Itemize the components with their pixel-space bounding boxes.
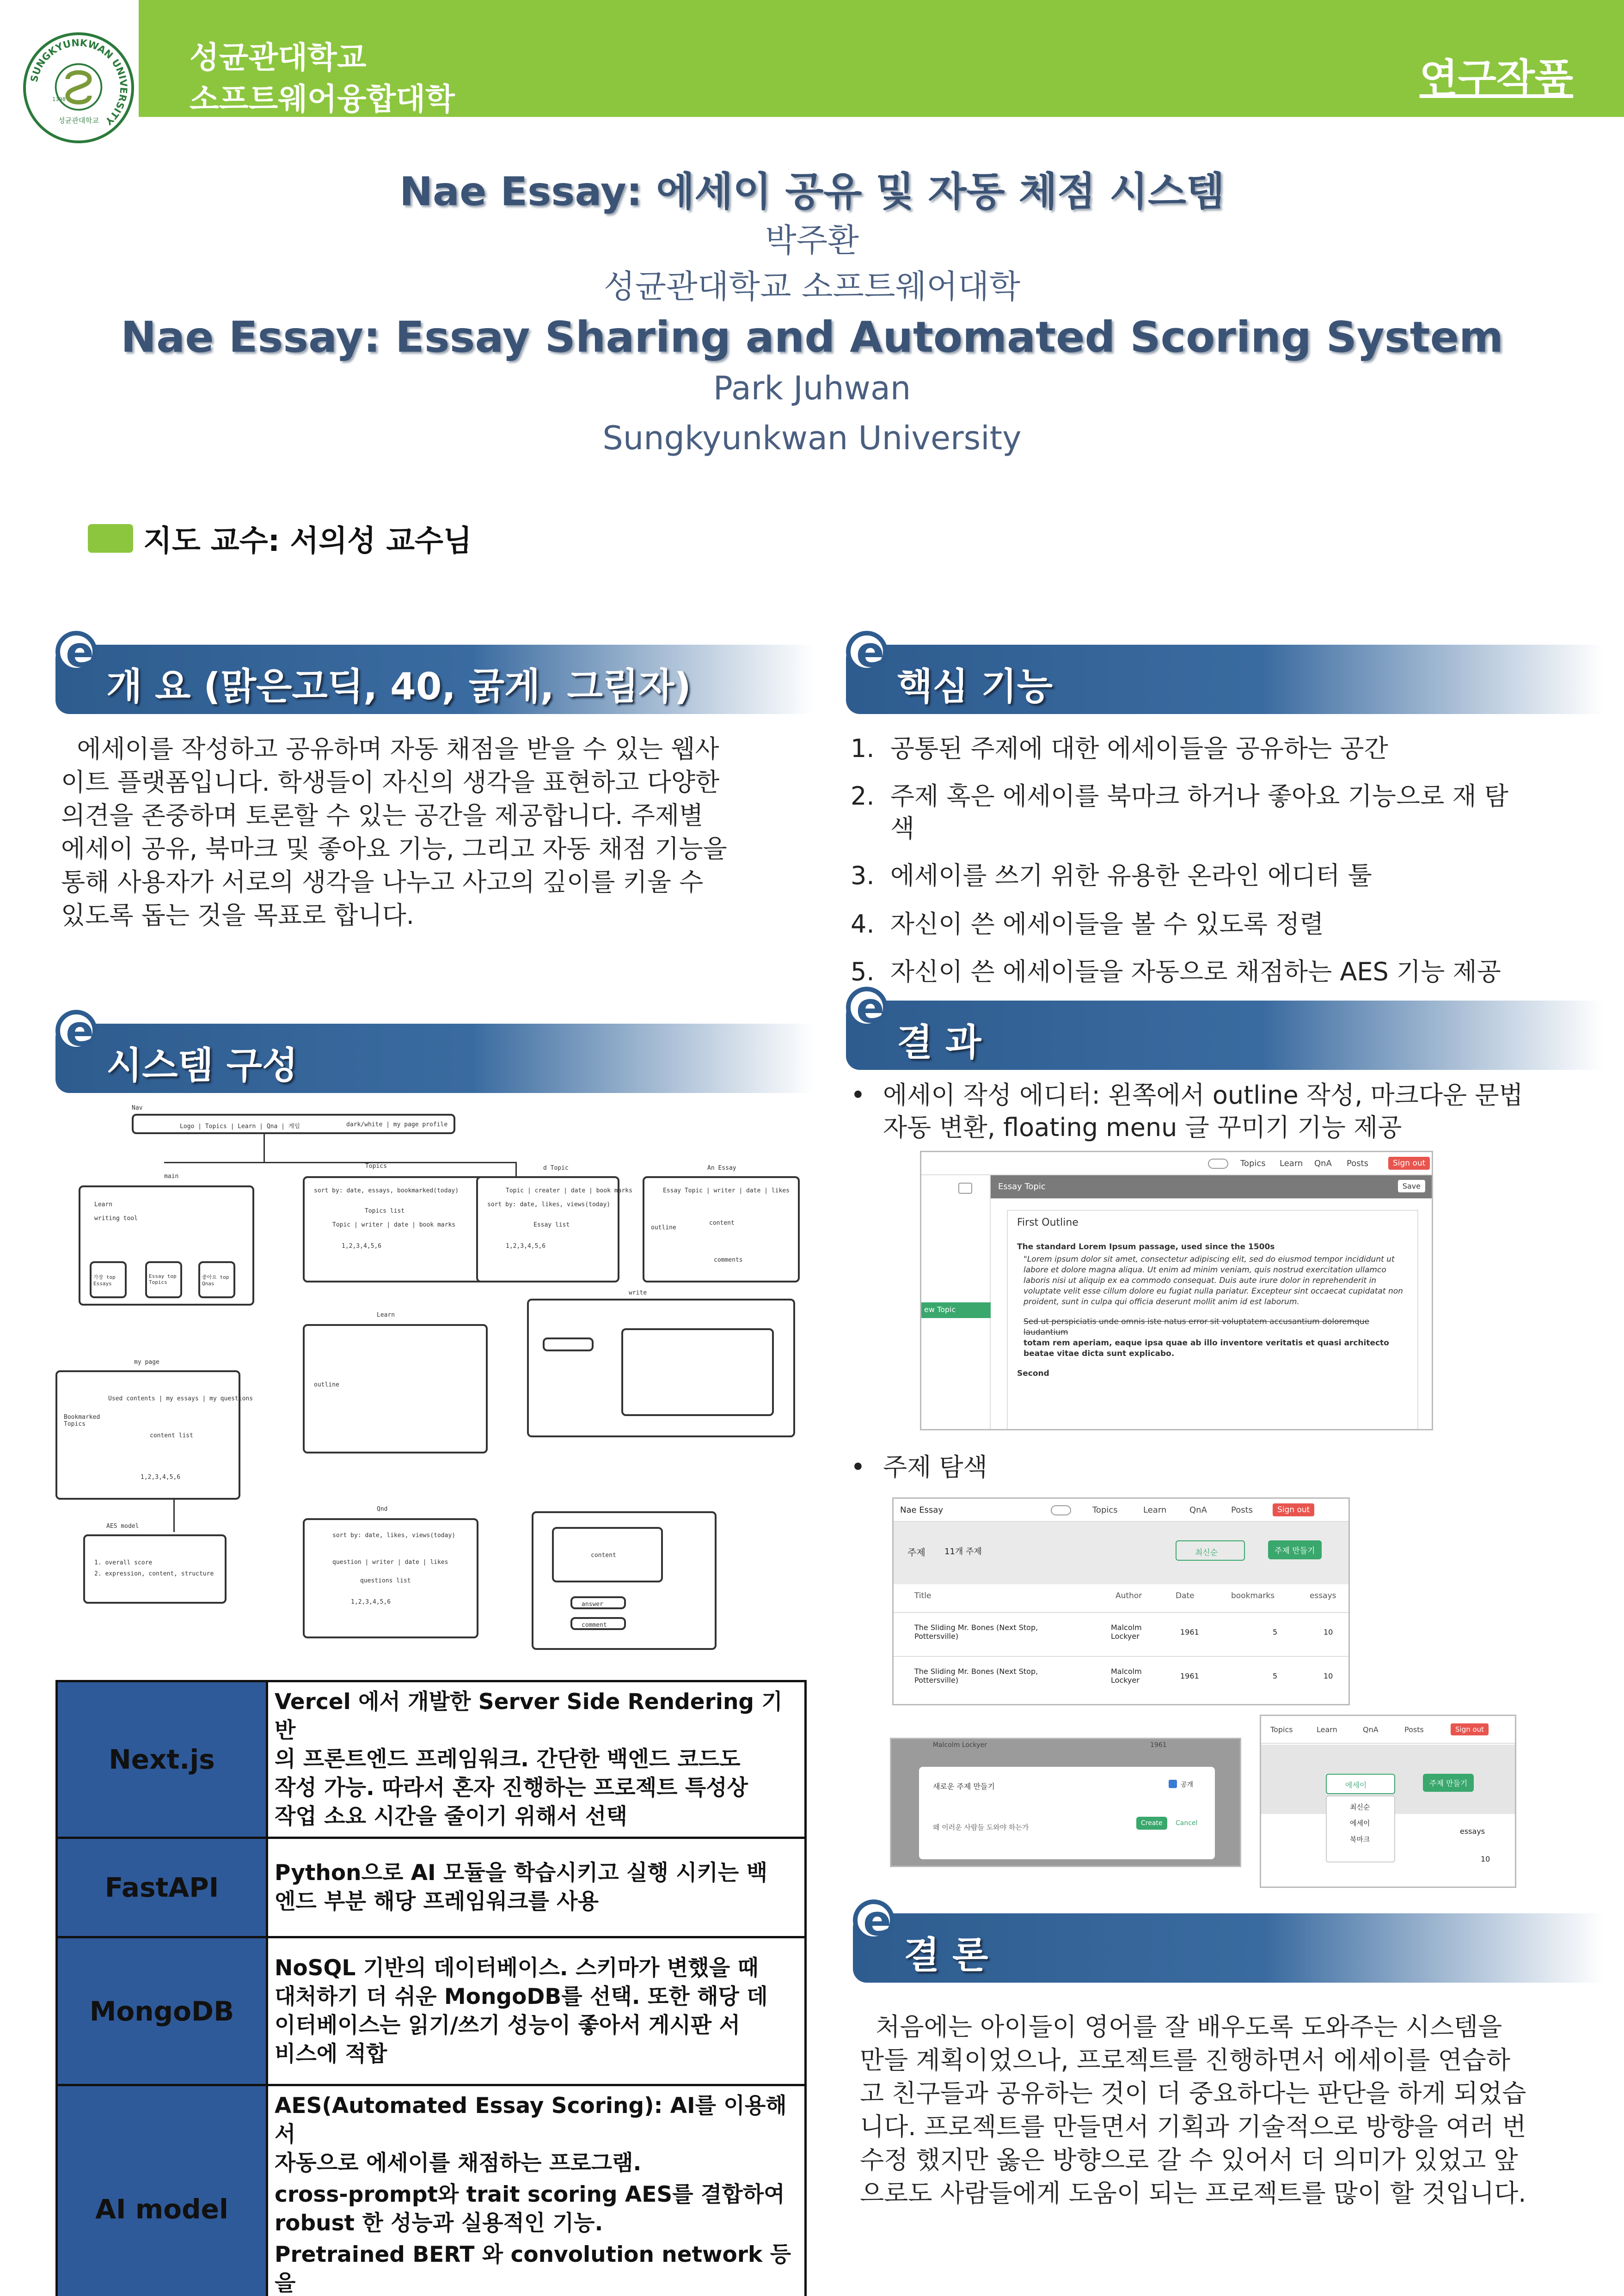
modal-bg-author: Malcolm Lockyer <box>933 1741 987 1749</box>
feature-item-5: 5. 자신이 쓴 에세이들을 자동으로 채점하는 AES 기능 제공 <box>851 957 1501 986</box>
wf-aes-l2: 2. expression, content, structure <box>94 1570 214 1577</box>
wf-learn-label: Learn <box>377 1312 395 1319</box>
wf-questions: questions list <box>360 1577 411 1584</box>
desc-line: 비스에 적합 <box>275 2041 387 2067</box>
theme-toggle[interactable] <box>1208 1159 1228 1169</box>
create-topic-button[interactable]: 주제 만들기 <box>1423 1774 1474 1792</box>
section-title-system: 시스템 구성 <box>106 1044 298 1087</box>
wf-topics-list: Topics list <box>365 1208 405 1215</box>
desc-line: 이터베이스는 읽기/쓰기 성능이 좋아서 게시판 서 <box>275 2012 741 2038</box>
desc-line: 자동으로 에세이를 채점하는 프로그램. <box>275 2150 642 2176</box>
modal-create-button[interactable]: Create <box>1136 1817 1167 1830</box>
result-bullet-1 <box>883 1079 1523 1144</box>
nav-topics[interactable]: Topics <box>1240 1159 1266 1168</box>
wf-main-box <box>79 1185 254 1306</box>
table-row[interactable] <box>894 1612 1348 1654</box>
wf-nav-items: Logo | Topics | Learn | Qna | 게임 <box>180 1123 300 1130</box>
stack-desc <box>267 2085 806 2296</box>
wf-comments: comments <box>714 1257 743 1264</box>
system-wireframe-diagram <box>51 1105 809 1655</box>
modal-cancel-button[interactable]: Cancel <box>1176 1820 1198 1827</box>
table-row <box>57 1838 806 1937</box>
editor-topic-bar <box>991 1175 1433 1198</box>
create-topic-modal <box>919 1767 1215 1859</box>
overview-line: 통해 사용자가 서로의 생각을 나누고 사고의 깊이를 키울 수 <box>61 867 704 897</box>
desc-line: 작업 소요 시간을 줄이기 위해서 선택 <box>275 1804 627 1829</box>
desc-line: Vercel 에서 개발한 Server Side Rendering 기반 <box>275 1689 783 1743</box>
col-date[interactable]: Date <box>1176 1591 1195 1600</box>
cell-date: 1961 <box>1180 1628 1199 1637</box>
desc-line: Python으로 AI 모듈을 학습시키고 실행 시키는 백 <box>275 1860 768 1886</box>
research-tag: 연구작품 <box>1419 55 1573 102</box>
wf-card <box>90 1261 127 1298</box>
topic-count: 11개 주제 <box>944 1547 982 1557</box>
overview-line: 있도록 돕는 것을 목표로 합니다. <box>61 901 414 930</box>
create-topic-button[interactable]: 주제 만들기 <box>1268 1540 1322 1559</box>
affiliation-korean: 성균관대학교 소프트웨어대학 <box>603 268 1021 305</box>
svg-text:1398: 1398 <box>52 96 66 103</box>
conclusion-line: 처음에는 아이들이 영어를 잘 배우도록 도와주는 시스템을 <box>860 2012 1502 2041</box>
wf-paging: 1,2,3,4,5,6 <box>342 1243 382 1250</box>
content-strike: Sed ut perspiciatis unde omnis iste natus error sit voluptatem accusantium doloremque laudantium <box>1023 1317 1370 1337</box>
wf-answer <box>570 1596 626 1609</box>
section-header-overview <box>55 628 814 714</box>
desc-line: 엔드 부분 해당 프레임워크를 사용 <box>275 1889 599 1914</box>
author-korean: 박주환 <box>765 221 859 259</box>
cell-bookmarks: 5 <box>1273 1628 1278 1637</box>
wf-q-content <box>552 1527 663 1582</box>
univ-line2: 소프트웨어융합대학 <box>190 81 455 117</box>
nav-learn[interactable]: Learn <box>1317 1725 1337 1734</box>
section-title-overview: 개 요 (맑은고딕, 40, 굵게, 그림자) <box>106 665 691 708</box>
wf-anessay-row: Essay Topic | writer | date | likes <box>663 1187 790 1194</box>
wf-qnd-box <box>303 1518 478 1638</box>
sort-select[interactable]: 에세이 <box>1326 1774 1395 1794</box>
wf-dtopic-sort: sort by: date, likes, views(today) <box>487 1201 611 1208</box>
wf-main-label: main <box>164 1173 179 1180</box>
brand-logo[interactable]: Nae Essay <box>900 1505 944 1515</box>
wf-essay-list: Essay list <box>533 1221 570 1228</box>
conclusion-line: 니다. 프로젝트를 만들면서 기획과 기술적으로 방향을 여러 번 <box>860 2112 1526 2141</box>
wf-write-field <box>543 1337 594 1351</box>
wf-card-label: Essay top Topics <box>149 1273 177 1285</box>
e-icon: e <box>55 1010 97 1051</box>
stack-desc <box>267 1681 806 1838</box>
wf-anessay-label: An Essay <box>707 1165 736 1172</box>
content-heading: The standard Lorem Ipsum passage, used since the 1500s <box>1017 1242 1275 1252</box>
modal-title: 새로운 주제 만들기 <box>933 1782 995 1791</box>
feature-item-2: 2. 주제 혹은 에세이를 북마크 하거나 좋아요 기능으로 재 탐 <box>851 782 1508 811</box>
col-essays[interactable]: essays <box>1460 1827 1485 1836</box>
e-icon: e <box>846 987 888 1028</box>
wf-qnd-row: question | writer | date | likes <box>332 1559 448 1566</box>
wf-paging: 1,2,3,4,5,6 <box>506 1243 546 1250</box>
cell-author: Malcolm Lockyer <box>1111 1667 1142 1685</box>
wf-anessay-box <box>643 1176 800 1282</box>
overview-line: 에세이 공유, 북마크 및 좋아요 기능, 그리고 자동 채점 기능을 <box>61 834 727 863</box>
nav-learn[interactable]: Learn <box>1280 1159 1303 1168</box>
content-body: "Lorem ipsum dolor sit amet, consectetur adipiscing elit, sed do eiusmod tempor incididunt ut labore et dolore magna aliqua. Ut enim ad minim veniam, quis nostrud exercitation ullamco laboris nisi ut aliquip ex ea commodo consequat. Duis aute irure dolor in reprehenderit in voluptate velit esse cillum dolore eu fugiat nulla pariatur. Excepteur sint occaecat cupidatat non proident, sunt in culpa qui officia deserunt mollit anim id est laborum. <box>1023 1255 1403 1307</box>
editor-screenshot <box>920 1151 1433 1430</box>
wf-aes-box <box>83 1534 227 1604</box>
desc-line: robust 한 성능과 실용적인 기능. <box>275 2211 603 2236</box>
cell-bookmarks: 5 <box>1273 1672 1278 1680</box>
result-bullet-1-line: 자동 변환, floating menu 글 꾸미기 기능 제공 <box>883 1113 1402 1142</box>
affiliation-english: Sungkyunkwan University <box>602 419 1022 457</box>
overview-text <box>61 733 810 932</box>
desc-line: 의 프론트엔드 프레임워크. 간단한 백엔드 코드도 <box>275 1746 741 1772</box>
desc-line: 대처하기 더 쉬운 MongoDB를 선택. 또한 해당 데 <box>275 1984 768 2009</box>
wf-nav-label: Nav <box>132 1105 143 1111</box>
author-english: Park Juhwan <box>713 369 911 407</box>
wf-mypage-row: Used contents | my essays | my questions <box>108 1395 253 1402</box>
table-row[interactable] <box>894 1656 1348 1698</box>
feature-item-4: 4. 자신이 쓴 에세이들을 볼 수 있도록 정렬 <box>851 910 1324 939</box>
conclusion-text <box>860 2010 1609 2210</box>
modal-bg-year: 1961 <box>1150 1741 1167 1749</box>
outline-heading: First Outline <box>1017 1217 1079 1228</box>
wf-learn-box <box>303 1324 488 1453</box>
title-korean: Nae Essay: 에세이 공유 및 자동 체점 시스템 <box>399 169 1225 215</box>
sort-navbar <box>1261 1716 1515 1744</box>
sort-option-selected[interactable]: 에세이 <box>1350 1819 1370 1827</box>
cell-essays: 10 <box>1481 1855 1490 1863</box>
col-essays[interactable]: essays <box>1310 1591 1336 1600</box>
wf-bookmarked: Bookmarked Topics <box>64 1414 100 1428</box>
table-row <box>57 1681 806 1838</box>
tech-stack-table <box>55 1680 807 2296</box>
college-name <box>190 37 455 120</box>
feature-item-3: 3. 에세이를 쓰기 위한 유용한 온라인 에디터 툴 <box>851 861 1372 890</box>
essay-topic-input[interactable]: Essay Topic <box>998 1182 1046 1191</box>
wf-topics-label: Topics <box>365 1163 387 1170</box>
desc-line: cross-prompt와 trait scoring AES를 결합하여 <box>275 2182 785 2207</box>
bullet-symbol: • <box>851 1081 865 1110</box>
wf-question-detail-box <box>532 1511 717 1650</box>
stack-name: MongoDB <box>57 1937 267 2085</box>
section-title-conclusion: 결 론 <box>904 1934 988 1977</box>
wf-qnd-label: Qnd <box>377 1506 388 1513</box>
cell-essays: 10 <box>1324 1628 1333 1637</box>
wf-card <box>145 1261 182 1298</box>
wf-content-list: content list <box>150 1432 193 1439</box>
section-title-results: 결 과 <box>897 1021 981 1064</box>
col-title[interactable]: Title <box>914 1591 932 1600</box>
topic-heading: 주제 <box>907 1547 925 1558</box>
conclusion-line: 고 친구들과 공유하는 것이 더 중요하다는 판단을 하게 되었습 <box>860 2079 1526 2108</box>
cell-title: The Sliding Mr. Bones (Next Stop, Pottersville) <box>914 1623 1038 1641</box>
overview-line: 이트 플랫폼입니다. 학생들이 자신의 생각을 표현하고 다양한 <box>61 768 720 797</box>
topic-navbar <box>894 1499 1348 1522</box>
svg-text:SUNGKYUNKWAN UNIVERSITY: SUNGKYUNKWAN UNIVERSITY <box>28 37 129 127</box>
wf-sort: sort by: date, essays, bookmarked(today) <box>314 1187 459 1194</box>
nav-qna[interactable]: QnA <box>1363 1725 1379 1734</box>
nav-qna[interactable]: QnA <box>1314 1159 1332 1168</box>
nav-learn[interactable]: Learn <box>1143 1505 1167 1515</box>
wf-topics-row: Topic | writer | date | book marks <box>332 1221 456 1228</box>
section-header-conclusion <box>853 1897 1604 1983</box>
stack-desc <box>267 1937 806 2085</box>
university-seal <box>23 32 134 143</box>
public-checkbox[interactable] <box>1169 1780 1177 1788</box>
wf-comment-label: comment <box>582 1622 607 1629</box>
signout-button[interactable]: Sign out <box>1451 1723 1489 1735</box>
feature-item-2-cont: 색 <box>851 814 914 843</box>
advisor-text: 지도 교수: 서의성 교수님 <box>143 524 472 558</box>
seal-graphic <box>26 35 131 140</box>
conclusion-line: 수정 했지만 옳은 방향으로 갈 수 있어서 더 의미가 있었고 앞 <box>860 2145 1518 2174</box>
col-author[interactable]: Author <box>1115 1591 1142 1600</box>
content-second: Second <box>1017 1369 1049 1378</box>
editor-sidebar <box>921 1175 991 1430</box>
cell-author: Malcolm Lockyer <box>1111 1623 1142 1641</box>
feature-item-1: 1. 공통된 주제에 대한 에세이들을 공유하는 공간 <box>851 734 1388 763</box>
wf-dtopic-row: Topic | creater | date | book marks <box>506 1187 632 1194</box>
nav-posts[interactable]: Posts <box>1404 1725 1424 1734</box>
wf-outline: outline <box>651 1224 676 1231</box>
title-english: Nae Essay: Essay Sharing and Automated Scoring System <box>121 312 1503 362</box>
overview-line: 에세이를 작성하고 공유하며 자동 채점을 받을 수 있는 웹사 <box>61 734 719 763</box>
overview-line: 의견을 존중하며 토론할 수 있는 공간을 제공합니다. 주제별 <box>61 801 704 830</box>
nav-qna[interactable]: QnA <box>1189 1505 1207 1515</box>
desc-line: AES(Automated Essay Scoring): AI를 이용해서 <box>275 2093 787 2147</box>
table-row <box>57 2085 806 2296</box>
wf-write-label: write <box>629 1289 647 1296</box>
table-row <box>57 1937 806 2085</box>
cell-date: 1961 <box>1180 1672 1199 1680</box>
cell-title: The Sliding Mr. Bones (Next Stop, Pottersville) <box>914 1667 1038 1685</box>
save-button[interactable]: Save <box>1398 1180 1425 1192</box>
wf-write-area <box>621 1328 774 1416</box>
title-block <box>0 166 1624 461</box>
univ-line1: 성균관대학교 <box>190 40 367 75</box>
nav-posts[interactable]: Posts <box>1347 1159 1369 1168</box>
content-bold: totam rem aperiam, eaque ipsa quae ab illo inventore veritatis et quasi architecto beatae vitae dicta sunt explicabo. <box>1023 1338 1389 1358</box>
sort-dropdown-screenshot <box>1260 1715 1516 1888</box>
wf-learn-outline: outline <box>314 1381 339 1388</box>
section-header-features <box>846 628 1604 714</box>
wf-q-content-label: content <box>591 1552 616 1559</box>
signout-button[interactable]: Sign out <box>1273 1503 1314 1516</box>
wf-card <box>198 1261 235 1298</box>
wf-card-label: 좋아요 top Qnas <box>202 1274 229 1287</box>
stack-name: AI model <box>57 2085 267 2296</box>
bullet-symbol: • <box>851 1453 865 1482</box>
section-header-results <box>846 984 1604 1070</box>
editor-navbar <box>921 1152 1432 1175</box>
topic-title-input[interactable]: 왜 이러운 사람들 도와야 하는가 <box>933 1823 1029 1832</box>
wf-answer-label: answer <box>582 1601 603 1608</box>
conclusion-line: 만들 계획이었으나, 프로젝트를 진행하면서 에세이를 연습하 <box>860 2046 1511 2075</box>
section-header-system <box>55 1007 814 1093</box>
signout-button[interactable]: Sign out <box>1388 1157 1430 1170</box>
e-icon: e <box>55 631 97 672</box>
desc-line: Pretrained BERT 와 convolution network 등을 <box>275 2242 791 2296</box>
sort-option[interactable]: 최신순 <box>1350 1803 1370 1811</box>
wf-aes-l1: 1. overall score <box>94 1559 153 1566</box>
sidebar-toggle-icon[interactable] <box>958 1183 972 1194</box>
stack-name: Next.js <box>57 1681 267 1838</box>
create-topic-modal-screenshot <box>890 1738 1241 1867</box>
desc-line: 작성 가능. 따라서 혼자 진행하는 프로젝트 특성상 <box>275 1775 748 1801</box>
sort-select[interactable]: 최신순 <box>1176 1540 1245 1561</box>
e-icon: e <box>846 631 888 672</box>
wf-mypage-label: my page <box>134 1359 159 1366</box>
desc-line: NoSQL 기반의 데이터베이스. 스키마가 변했을 때 <box>275 1955 759 1981</box>
wf-nav-right: dark/white | my page profile <box>346 1121 448 1128</box>
wf-paging: 1,2,3,4,5,6 <box>351 1599 391 1606</box>
conclusion-line: 으로도 사람들에게 도움이 되는 프로젝트를 많이 할 것입니다. <box>860 2179 1526 2208</box>
public-label: 공개 <box>1181 1781 1194 1789</box>
sort-options-menu <box>1326 1795 1395 1862</box>
nav-topics[interactable]: Topics <box>1092 1505 1118 1515</box>
result-bullet-2: 주제 탐색 <box>883 1453 987 1482</box>
wf-aes-label: AES model <box>106 1523 139 1530</box>
svg-text:성균관대학교: 성균관대학교 <box>58 116 99 125</box>
wf-comment <box>570 1617 626 1630</box>
e-icon: e <box>853 1899 895 1941</box>
topic-header <box>894 1522 1348 1584</box>
wf-learn: Learn <box>94 1201 113 1208</box>
topic-list-screenshot <box>892 1497 1350 1705</box>
wf-write-box <box>527 1299 795 1437</box>
stack-name: FastAPI <box>57 1838 267 1937</box>
wf-nav-bar <box>132 1114 455 1134</box>
theme-toggle[interactable] <box>1051 1505 1071 1515</box>
wf-mypage-box <box>55 1370 253 1500</box>
stack-desc <box>267 1838 806 1937</box>
col-bookmarks[interactable]: bookmarks <box>1231 1591 1275 1600</box>
advisor <box>88 518 472 559</box>
wf-content: content <box>709 1220 735 1227</box>
sidebar-item-new-topic[interactable]: ew Topic <box>921 1302 991 1318</box>
result-bullet-1-line: 에세이 작성 에디터: 왼쪽에서 outline 작성, 마크다운 문법 <box>883 1081 1523 1110</box>
wf-topics-box <box>303 1176 488 1282</box>
wf-paging: 1,2,3,4,5,6 <box>141 1474 181 1481</box>
sort-option[interactable]: 북마크 <box>1350 1835 1370 1844</box>
wf-dtopic-box <box>476 1176 632 1282</box>
nav-topics[interactable]: Topics <box>1270 1725 1293 1734</box>
wf-dtopic-label: d Topic <box>543 1165 569 1172</box>
wf-card-label: 가장 top Essays <box>93 1274 116 1287</box>
advisor-marker <box>88 524 133 553</box>
wf-writing-tool: writing tool <box>94 1215 138 1222</box>
wf-qnd-sort: sort by: date, likes, views(today) <box>332 1532 456 1539</box>
nav-posts[interactable]: Posts <box>1231 1505 1253 1515</box>
section-title-features: 핵심 기능 <box>897 665 1053 708</box>
cell-essays: 10 <box>1324 1672 1333 1680</box>
editor-content[interactable] <box>1007 1210 1418 1430</box>
